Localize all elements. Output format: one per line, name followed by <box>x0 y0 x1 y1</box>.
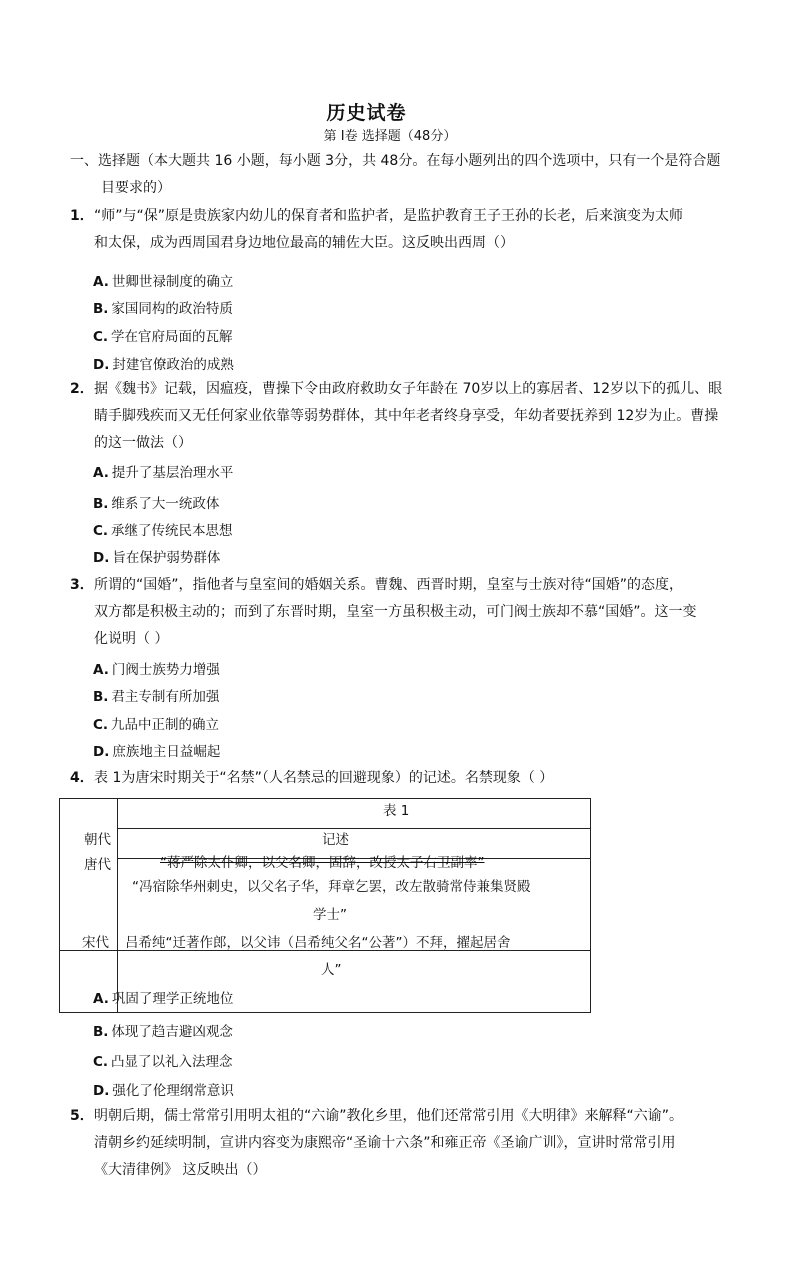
q4-option-b <box>93 1020 233 1040</box>
table-row-tang-record-2a: “冯宿除华州刺史，以父名子华，拜章乞罢，改左散骑常侍兼集贤殿 <box>132 879 531 895</box>
option-key: C. <box>93 717 109 733</box>
section-heading <box>70 148 730 202</box>
table-row-tang-record-1: “蒋严除太仆卿，以父名卿，固辞，改授太子右卫副率” <box>160 855 485 871</box>
option-text: 庶族地主日益崛起 <box>112 744 221 760</box>
table-row-song-record-a: 吕希纯“迁著作郎，以父讳（吕希纯父名“公著”）不拜，擢起居舍 <box>125 935 511 951</box>
option-key: B. <box>93 496 109 512</box>
option-key: C. <box>93 1054 109 1070</box>
question-text-line: 的这一做法（） <box>94 435 192 451</box>
option-text: 学在官府局面的瓦解 <box>111 329 233 345</box>
option-key: A. <box>93 991 109 1007</box>
question-number: 1． <box>70 208 94 224</box>
exam-subtitle: 第 I卷 选择题（48分） <box>323 129 457 144</box>
question-text-line: “师”与“保”原是贵族家内幼儿的保育者和监护者，是监护教育王子王孙的长老，后来演变为太师 <box>94 208 684 224</box>
question-5 <box>70 1103 730 1184</box>
option-text: 体现了趋吉避凶观念 <box>111 1024 233 1040</box>
question-4 <box>70 765 730 792</box>
option-key: B. <box>93 689 109 705</box>
option-key: D. <box>93 1083 110 1099</box>
q1-option-c <box>93 325 233 345</box>
option-text: 提升了基层治理水平 <box>111 465 234 481</box>
question-text-line: 化说明（ ） <box>94 631 169 647</box>
option-key: A. <box>93 662 109 678</box>
q2-option-d <box>93 546 220 566</box>
table-caption-cell <box>118 799 591 829</box>
option-text: 承继了传统民本思想 <box>111 523 233 539</box>
q2-option-b <box>93 492 219 512</box>
q4-option-c <box>93 1050 233 1070</box>
q1-option-d <box>93 353 234 373</box>
q4-option-d <box>93 1079 234 1099</box>
table-corner <box>60 799 118 829</box>
table-caption: 表 1 <box>383 803 410 819</box>
table-row-tang-dynasty: 唐代 <box>84 857 111 873</box>
question-2 <box>70 376 730 457</box>
table-header-dynasty: 朝代 <box>84 832 111 848</box>
option-text: 凸显了以礼入法理念 <box>111 1054 233 1070</box>
question-number: 4． <box>70 770 94 786</box>
question-number: 2． <box>70 381 94 397</box>
table-header-record: 记述 <box>322 832 349 848</box>
option-key: B. <box>93 1024 109 1040</box>
option-text: 门阀士族势力增强 <box>111 662 220 678</box>
option-key: C. <box>93 329 109 345</box>
question-text-line: 双方都是积极主动的；而到了东晋时期，皇室一方虽积极主动，可门阀士族却不慕“国婚”。这一变 <box>94 604 697 620</box>
table-row-song-record-b: 人” <box>321 962 342 978</box>
section-heading-line1: 一、选择题（本大题共 16 小题，每小题 3分，共 48分。在每小题列出的四个选项中，只有一个是符合题 <box>70 153 721 169</box>
question-text-line: 《大清律例》 这反映出（） <box>94 1162 267 1178</box>
table-row-tang-record-2b: 学士” <box>313 907 347 923</box>
option-key: B. <box>93 301 109 317</box>
question-1 <box>70 203 730 257</box>
question-text-line: 睛手脚残疾而又无任何家业依靠等弱势群体，其中年老者终身享受，年幼者要抚养到 12岁为止。曹操 <box>94 408 719 424</box>
q3-option-b <box>93 685 219 705</box>
table-row-song-dynasty: 宋代 <box>82 935 109 951</box>
question-text-line: 所谓的“国婚”，指他者与皇室间的婚姻关系。曹魏、西晋时期，皇室与士族对待“国婚”的态度， <box>94 577 684 593</box>
question-text-line: 明朝后期，儒士常常引用明太祖的“六谕”教化乡里，他们还常常引用《大明律》来解释“六谕”。 <box>94 1108 684 1124</box>
q1-option-b <box>93 297 233 317</box>
question-text-line: 据《魏书》记载，因瘟疫，曹操下令由政府救助女子年龄在 70岁以上的寡居者、12岁以下的孤儿、眼 <box>94 381 723 397</box>
question-number: 5． <box>70 1108 94 1124</box>
section-heading-line2: 目要求的） <box>101 180 171 196</box>
option-key: A. <box>93 465 109 481</box>
option-text: 九品中正制的确立 <box>111 717 220 733</box>
question-text-line: 和太保，成为西周国君身边地位最高的辅佐大臣。这反映出西周（） <box>94 235 514 251</box>
question-number: 3． <box>70 577 94 593</box>
q1-option-a <box>93 270 233 290</box>
option-key: D. <box>93 744 110 760</box>
option-text: 世卿世禄制度的确立 <box>111 274 234 290</box>
option-text: 封建官僚政治的成熟 <box>112 357 234 373</box>
option-text: 强化了伦理纲常意识 <box>112 1083 234 1099</box>
option-key: A. <box>93 274 109 290</box>
question-3 <box>70 572 730 653</box>
question-text-line: 清朝乡约延续明制，宣讲内容变为康熙帝“圣谕十六条”和雍正帝《圣谕广训》，宣讲时常常引用 <box>94 1135 676 1151</box>
exam-title: 历史试卷 <box>326 102 407 124</box>
q2-option-c <box>93 519 233 539</box>
q2-option-a <box>93 461 233 481</box>
option-text: 维系了大一统政体 <box>111 496 220 512</box>
option-key: D. <box>93 550 110 566</box>
option-key: C. <box>93 523 109 539</box>
q4-option-a <box>93 987 233 1007</box>
option-text: 巩固了理学正统地位 <box>111 991 234 1007</box>
option-text: 君主专制有所加强 <box>111 689 220 705</box>
q3-option-c <box>93 713 219 733</box>
question-text-line: 表 1为唐宋时期关于“名禁”（人名禁忌的回避现象）的记述。名禁现象（ ） <box>94 770 554 786</box>
option-text: 家国同构的政治特质 <box>111 301 233 317</box>
option-key: D. <box>93 357 110 373</box>
q3-option-d <box>93 740 220 760</box>
option-text: 旨在保护弱势群体 <box>112 550 221 566</box>
q3-option-a <box>93 658 220 678</box>
